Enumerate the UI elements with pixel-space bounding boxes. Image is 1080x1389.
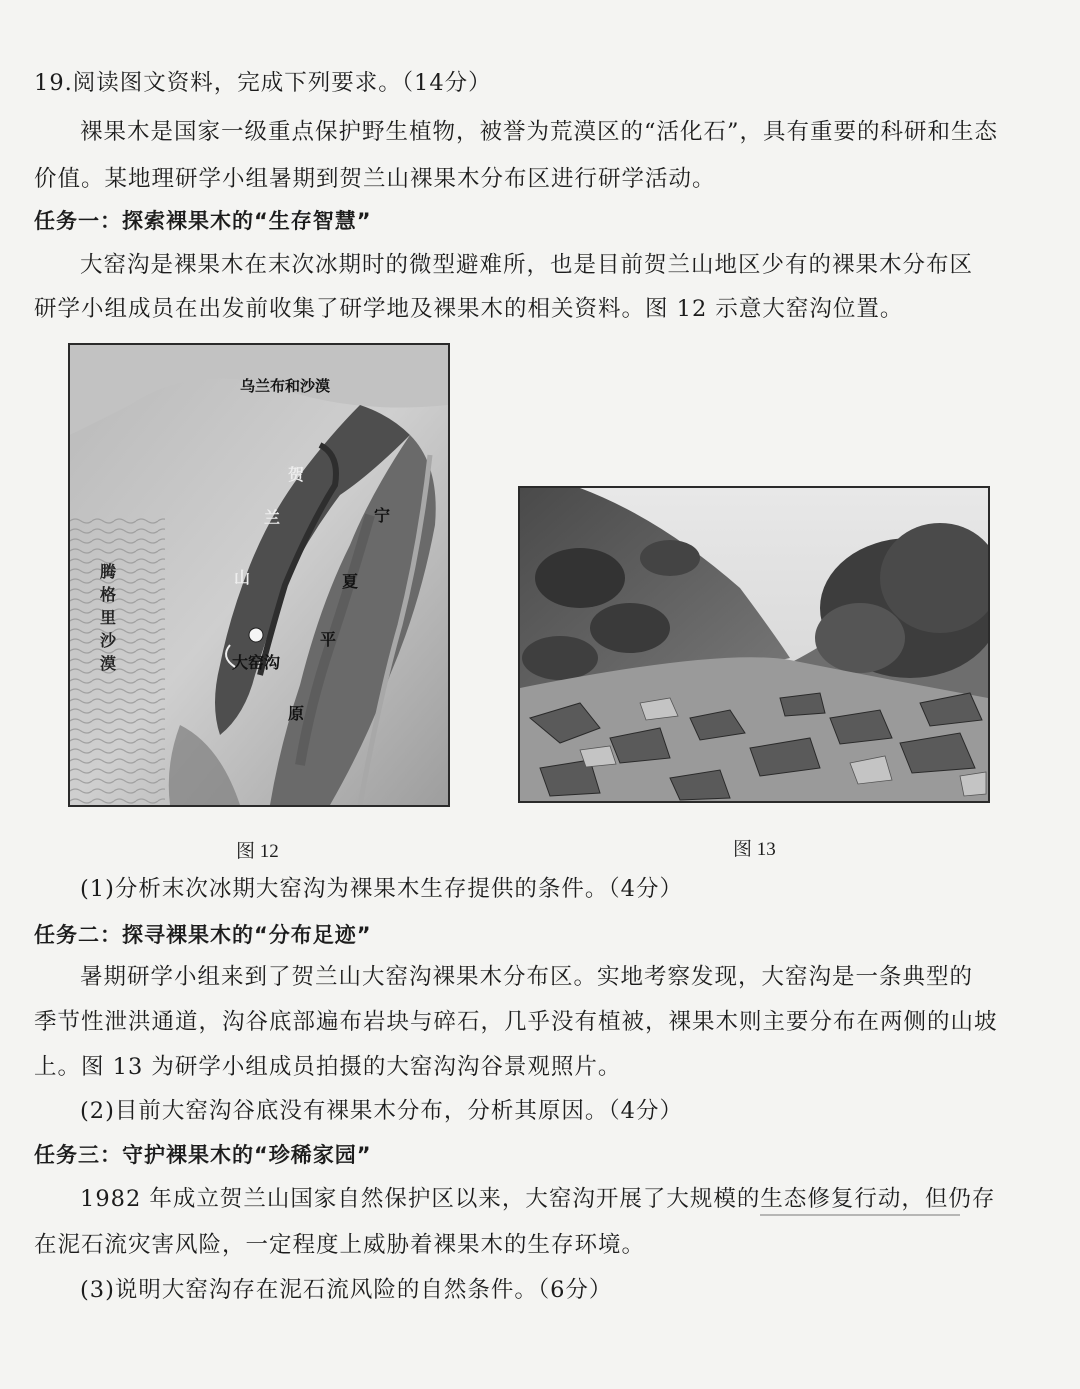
label-tengger-char: 漠 — [100, 654, 117, 673]
label-ningxia-1: 宁 — [374, 506, 391, 525]
task3-line-2: 在泥石流灾害风险，一定程度上威胁着裸果木的生存环境。 — [34, 1232, 646, 1258]
map-image — [70, 345, 448, 805]
task3-title: 任务三：守护裸果木的“珍稀家园” — [34, 1143, 372, 1167]
figure-13-caption: 图 13 — [733, 839, 776, 860]
label-tengger-char: 沙 — [100, 631, 117, 650]
task3-line-1: 1982 年成立贺兰山国家自然保护区以来，大窑沟开展了大规模的生态修复行动，但仍存 — [80, 1186, 996, 1212]
figure-12-map — [68, 343, 450, 807]
label-dayaogou: 大窑沟 — [232, 653, 281, 672]
figure-13-photo — [518, 486, 990, 803]
label-ningxia-2: 夏 — [342, 572, 359, 591]
valley-photo-image — [520, 488, 988, 801]
task2-line-2: 季节性泄洪通道，沟谷底部遍布岩块与碎石，几乎没有植被，裸果木则主要分布在两侧的山坡 — [34, 1009, 998, 1035]
task1-line-2: 研学小组成员在出发前收集了研学地及裸果木的相关资料。图 12 示意大窑沟位置。 — [34, 296, 904, 322]
task2-line-1: 暑期研学小组来到了贺兰山大窑沟裸果木分布区。实地考察发现，大窑沟是一条典型的 — [80, 964, 974, 990]
label-helan-1: 贺 — [288, 465, 305, 484]
figure-12-caption: 图 12 — [236, 841, 279, 862]
label-tengger-char: 腾 — [100, 562, 117, 581]
task1-title: 任务一：探索裸果木的“生存智慧” — [34, 209, 372, 233]
pencil-underline — [760, 1214, 960, 1216]
label-ulan-buh-desert: 乌兰布和沙漠 — [240, 377, 331, 395]
label-tengger-desert — [100, 560, 118, 675]
question-3: (3)说明大窑沟存在泥石流风险的自然条件。（6分） — [80, 1277, 613, 1303]
question-header: 19.阅读图文资料，完成下列要求。（14分） — [34, 70, 492, 96]
question-1: (1)分析末次冰期大窑沟为裸果木生存提供的条件。（4分） — [80, 876, 683, 902]
label-ningxia-4: 原 — [288, 704, 305, 723]
intro-line-2: 价值。某地理研学小组暑期到贺兰山裸果木分布区进行研学活动。 — [34, 166, 716, 192]
task2-title: 任务二：探寻裸果木的“分布足迹” — [34, 923, 372, 947]
intro-line-1: 裸果木是国家一级重点保护野生植物，被誉为荒漠区的“活化石”，具有重要的科研和生态 — [80, 119, 999, 145]
label-helan-3: 山 — [234, 568, 251, 587]
task1-line-1: 大窑沟是裸果木在末次冰期时的微型避难所，也是目前贺兰山地区少有的裸果木分布区 — [80, 252, 974, 278]
label-tengger-char: 格 — [100, 585, 117, 604]
label-ningxia-3: 平 — [320, 630, 337, 649]
task2-line-3: 上。图 13 为研学小组成员拍摄的大窑沟沟谷景观照片。 — [34, 1054, 622, 1080]
label-helan-2: 兰 — [264, 508, 281, 527]
question-2: (2)目前大窑沟谷底没有裸果木分布，分析其原因。（4分） — [80, 1098, 683, 1124]
label-tengger-char: 里 — [100, 608, 117, 627]
